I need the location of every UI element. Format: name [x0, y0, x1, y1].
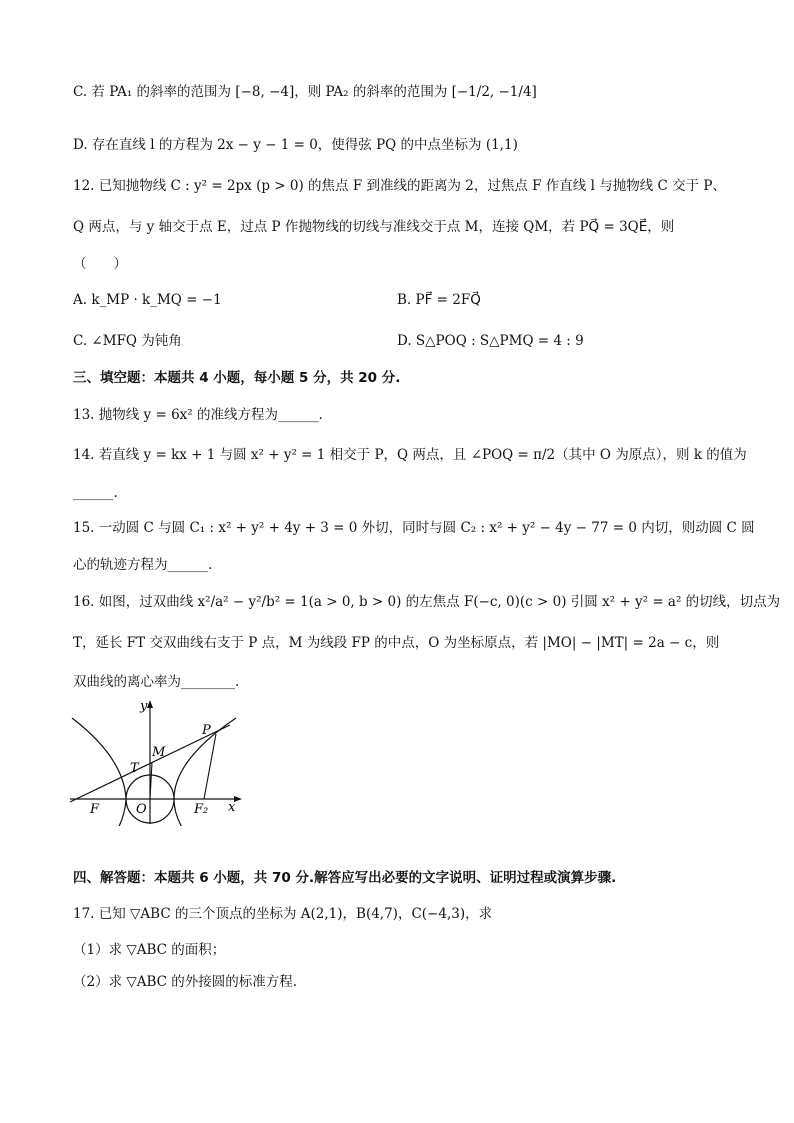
section-4-heading: 四、解答题：本题共 6 小题，共 70 分.解答应写出必要的文字说明、证明过程或演算步骤.	[73, 870, 617, 886]
label-o: O	[136, 802, 147, 817]
q12-blank: （ ）	[73, 256, 127, 272]
segment-pf2	[204, 734, 216, 799]
q12-stem-2: Q 两点，与 y 轴交于点 E，过点 P 作抛物线的切线与准线交于点 M，连接 QM，若 PQ⃗ = 3QE⃗，则	[73, 219, 675, 235]
q17-part-2: （2）求 ▽ABC 的外接圆的标准方程.	[73, 974, 298, 990]
section-3-heading: 三、填空题：本题共 4 小题，每小题 5 分，共 20 分.	[73, 370, 401, 386]
y-axis-arrow	[147, 700, 153, 708]
q12-option-b: B. PF⃗ = 2FQ⃗	[397, 292, 481, 308]
q14-stem-1: 14. 若直线 y = kx + 1 与圆 x² + y² = 1 相交于 P，Q 两点，且 ∠POQ = π/2（其中 O 为原点），则 k 的值为	[73, 447, 747, 463]
label-m: M	[152, 745, 166, 760]
q12-option-a: A. k_MP · k_MQ = −1	[73, 292, 222, 308]
line-option-d: D. 存在直线 l 的方程为 2x − y − 1 = 0，使得弦 PQ 的中点坐标为 (1,1)	[73, 137, 518, 153]
q14-stem-2: ______.	[73, 485, 118, 501]
line-option-c: C. 若 PA₁ 的斜率的范围为 [−8, −4]，则 PA₂ 的斜率的范围为 [−1/2, −1/4]	[73, 84, 537, 100]
q17-part-1: （1）求 ▽ABC 的面积；	[73, 942, 226, 958]
q16-stem-3: 双曲线的离心率为________.	[73, 674, 240, 690]
q16-stem-2: T，延长 FT 交双曲线右支于 P 点，M 为线段 FP 的中点，O 为坐标原点，若 |MO| − |MT| = 2a − c，则	[73, 635, 720, 651]
q12-option-c: C. ∠MFQ 为钝角	[73, 333, 182, 349]
label-p: P	[202, 723, 211, 738]
q17-stem: 17. 已知 ▽ABC 的三个顶点的坐标为 A(2,1)，B(4,7)，C(−4,3)，求	[73, 906, 493, 922]
q16-stem-1: 16. 如图，过双曲线 x²/a² − y²/b² = 1(a > 0, b > 0) 的左焦点 F(−c, 0)(c > 0) 引圆 x² + y² = a² 的切线，切点为	[73, 594, 781, 610]
label-f2: F₂	[194, 802, 209, 817]
label-x: x	[228, 800, 236, 815]
q13: 13. 抛物线 y = 6x² 的准线方程为______.	[73, 407, 323, 423]
label-t: T	[130, 761, 139, 776]
q12-option-d: D. S△POQ : S△PMQ = 4 : 9	[397, 333, 584, 349]
hyperbola-figure	[66, 698, 246, 826]
q15-stem-2: 心的轨迹方程为______.	[73, 557, 213, 573]
q15-stem-1: 15. 一动圆 C 与圆 C₁ : x² + y² + 4y + 3 = 0 外切，同时与圆 C₂ : x² + y² − 4y − 77 = 0 内切，则动圆 C 圆	[73, 520, 755, 536]
label-y: y	[140, 699, 148, 714]
label-f: F	[90, 802, 100, 817]
q12-stem-1: 12. 已知抛物线 C : y² = 2px (p > 0) 的焦点 F 到准线的距离为 2，过焦点 F 作直线 l 与抛物线 C 交于 P、	[73, 178, 726, 194]
